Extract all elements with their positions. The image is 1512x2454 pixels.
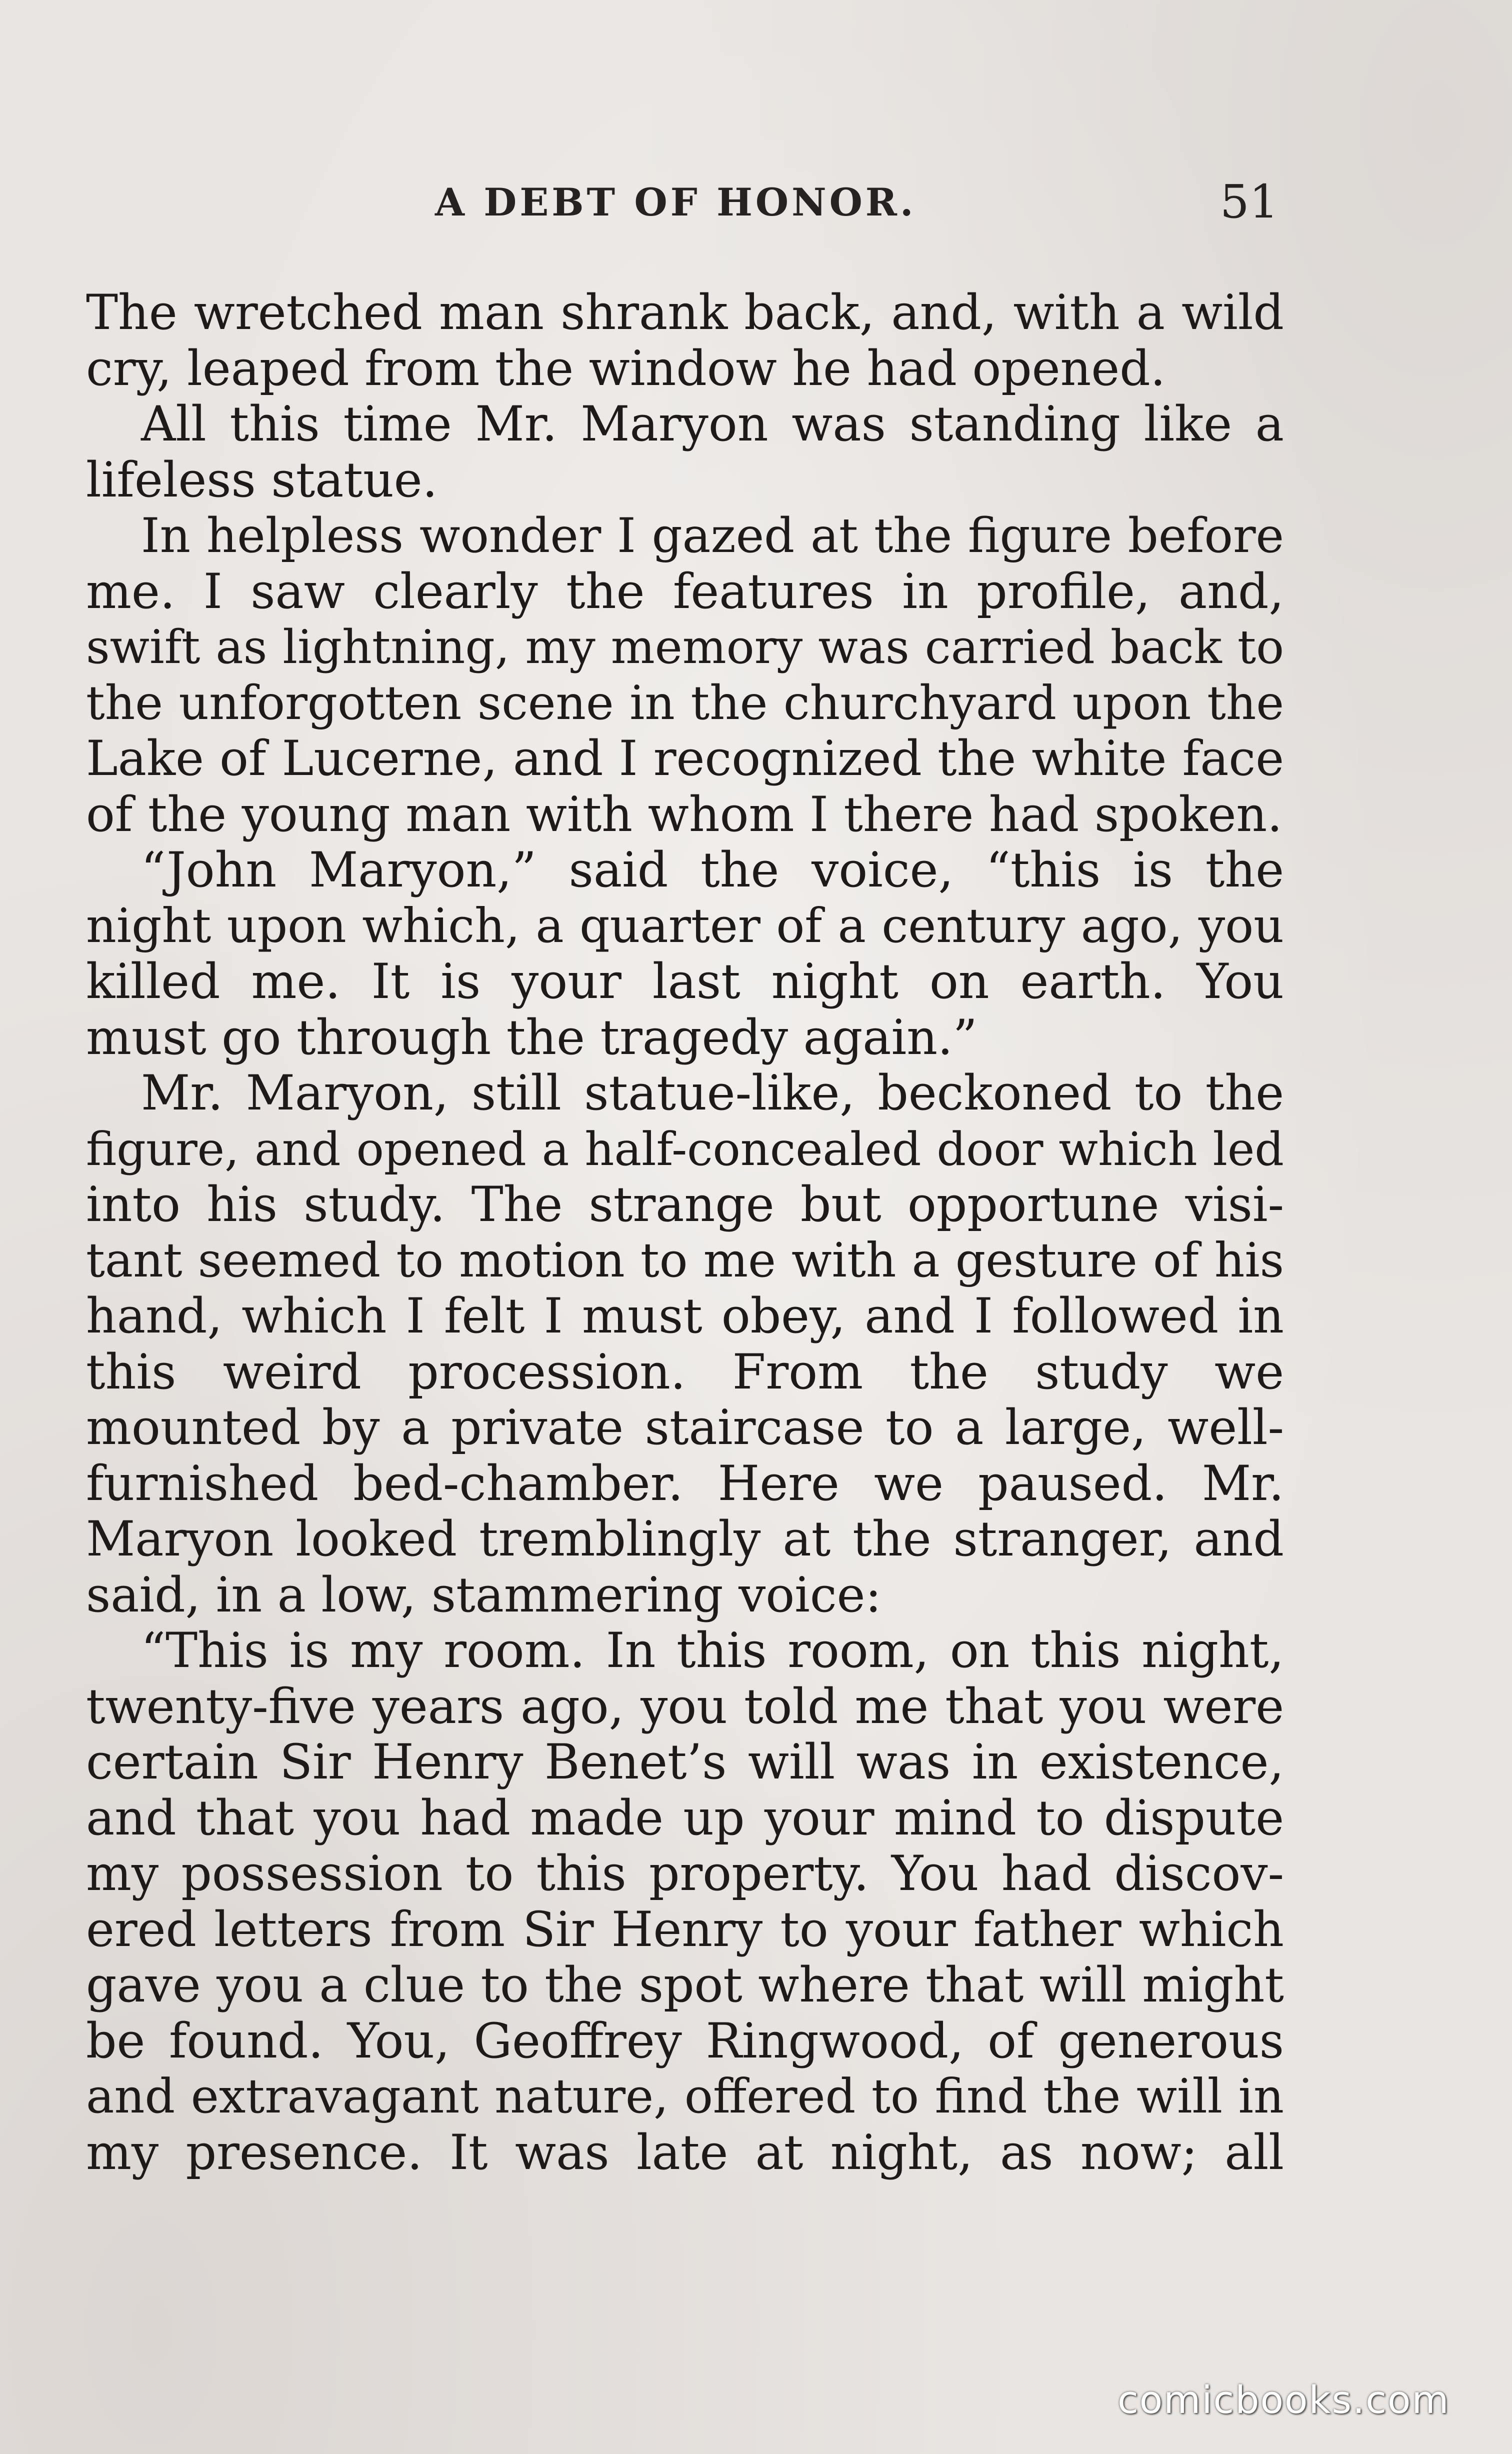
watermark: comicbooks.com (1118, 2378, 1450, 2422)
text-line: said, in a low, stammering voice: (86, 1566, 882, 1623)
text-line: be found. You, Geoffrey Ringwood, of generous (86, 2012, 1284, 2069)
text-line: Mr. Maryon, still statue-like, beckoned to the (141, 1065, 1284, 1121)
text-line: ered letters from Sir Henry to your father which (86, 1901, 1284, 1958)
text-line: of the young man with whom I there had spoken. (86, 786, 1282, 842)
text-line: hand, which I felt I must obey, and I followed in (86, 1288, 1284, 1344)
text-line: tant seemed to motion to me with a gesture of his (86, 1233, 1284, 1288)
text-line: killed me. It is your last night on earth. You (86, 954, 1284, 1010)
text-line: cry, leaped from the window he had opened. (86, 340, 1166, 396)
text-line: Maryon looked tremblingly at the stranger, and (86, 1511, 1284, 1567)
text-line: and that you had made up your mind to dispute (86, 1790, 1284, 1846)
text-line: and extravagant nature, offered to find the will in (86, 2069, 1284, 2124)
text-line: certain Sir Henry Benet’s will was in existence, (86, 1734, 1284, 1790)
text-line: night upon which, a quarter of a century ago, you (86, 898, 1284, 954)
text-line: gave you a clue to the spot where that will might (86, 1957, 1284, 2013)
text-line: Lake of Lucerne, and I recognized the white face (86, 730, 1284, 786)
page-number: 51 (1220, 175, 1279, 228)
text-line: All this time Mr. Maryon was standing like a (141, 396, 1284, 452)
text-line: into his study. The strange but opportune visi- (86, 1176, 1284, 1232)
text-line: this weird procession. From the study we (86, 1344, 1284, 1400)
text-line: mounted by a private staircase to a large, well- (86, 1400, 1284, 1456)
text-line: lifeless statue. (86, 452, 438, 508)
text-line: must go through the tragedy again.” (86, 1009, 978, 1066)
text-line: my presence. It was late at night, as now; all (86, 2124, 1284, 2180)
body-text (86, 285, 1284, 2180)
text-line: furnished bed-chamber. Here we paused. Mr. (86, 1455, 1284, 1512)
text-line: the unforgotten scene in the churchyard upon the (86, 676, 1284, 730)
text-line: “John Maryon,” said the voice, “this is the (141, 842, 1284, 898)
text-line: swift as lightning, my memory was carried back to (86, 620, 1284, 674)
text-line: The wretched man shrank back, and, with a wild (86, 284, 1284, 340)
text-line: twenty-five years ago, you told me that you were (86, 1678, 1284, 1734)
text-line: me. I saw clearly the features in profile, and, (86, 563, 1284, 620)
running-head: A DEBT OF HONOR. (435, 180, 916, 224)
text-line: my possession to this property. You had discov- (86, 1846, 1284, 1902)
text-line: “This is my room. In this room, on this night, (141, 1622, 1284, 1678)
text-line: figure, and opened a half-concealed door which led (86, 1122, 1284, 1176)
text-line: In helpless wonder I gazed at the figure before (141, 508, 1284, 564)
